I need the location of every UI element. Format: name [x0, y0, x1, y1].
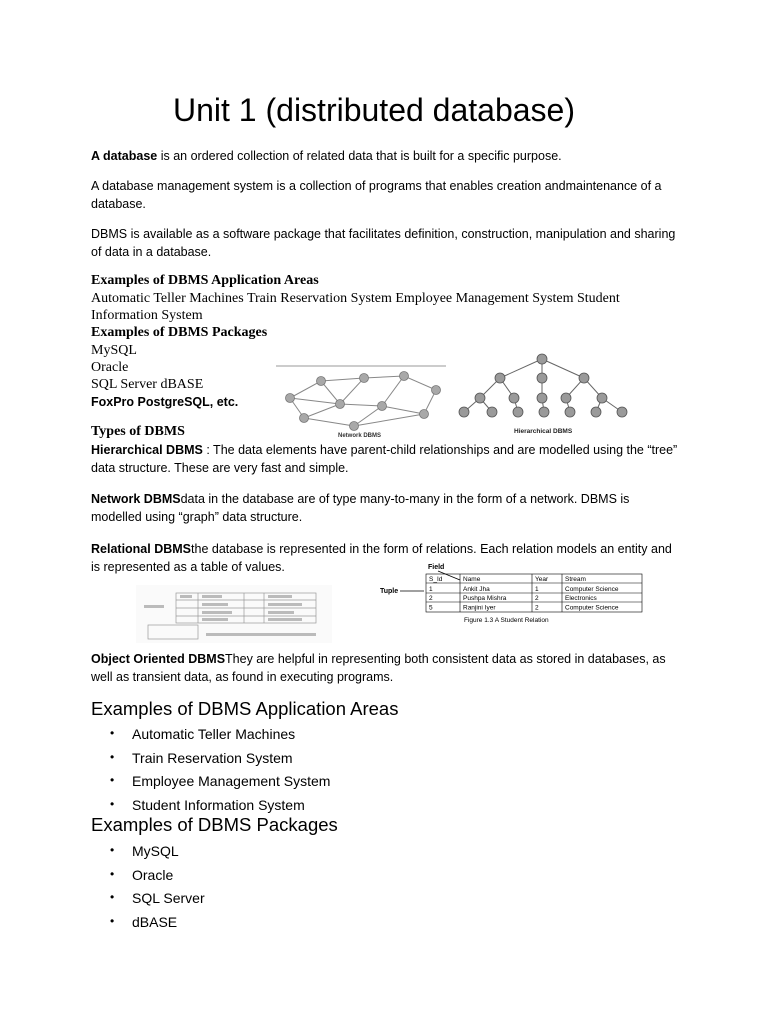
relation-cell: Electronics — [565, 595, 597, 602]
list-item: • Oracle — [110, 867, 205, 891]
list-item: • MySQL — [110, 843, 205, 867]
relation-cell: Pushpa Mishra — [463, 595, 507, 602]
application-areas-text: Automatic Teller Machines Train Reservation System Employee Management System Student Information System — [91, 291, 620, 323]
term-database: A database — [91, 149, 158, 163]
package-item-2: Oracle — [91, 360, 129, 375]
relation-cell: 1 — [429, 586, 433, 593]
paragraph-hierarchical-dbms — [91, 441, 681, 477]
relation-cell: Computer Science — [565, 586, 619, 593]
list-item: • Automatic Teller Machines — [110, 726, 330, 750]
package-item-4: FoxPro PostgreSQL, etc. — [91, 395, 239, 409]
relation-cell: 5 — [429, 604, 433, 612]
package-item-3: SQL Server dBASE — [91, 377, 204, 392]
list-item: • Train Reservation System — [110, 750, 330, 774]
dbms-packages-list — [110, 843, 205, 937]
paragraph-dbms-definition: A database management system is a collection of programs that enables creation andmaintenance of a database. — [91, 179, 662, 211]
database-definition-text: is an ordered collection of related data that is built for a specific purpose. — [157, 149, 562, 163]
relation-cell: 1 — [535, 586, 539, 593]
hierarchical-dbms-diagram — [452, 350, 632, 438]
term-hierarchical-dbms: Hierarchical DBMS — [91, 443, 203, 457]
relational-dbms-text: the database is represented in the form of relations. Each relation models an entity and is represented as a table of values. — [91, 542, 672, 574]
relation-header-sid: S_Id — [429, 576, 443, 583]
relation-header-stream: Stream — [565, 576, 586, 583]
package-item-1: MySQL — [91, 343, 137, 358]
relation-cell: Ankit Jha — [463, 586, 490, 593]
page-title: Unit 1 (distributed database) — [173, 92, 575, 128]
heading-dbms-packages-2: Examples of DBMS Packages — [91, 814, 338, 835]
heading-types-of-dbms: Types of DBMS — [91, 424, 185, 439]
heading-dbms-packages: Examples of DBMS Packages — [91, 325, 268, 340]
relation-cell: 2 — [535, 604, 539, 612]
term-network-dbms: Network DBMS — [91, 492, 181, 506]
list-item: • Employee Management System — [110, 773, 330, 797]
paragraph-object-oriented-dbms — [91, 650, 681, 686]
paragraph-dbms-software: DBMS is available as a software package that facilitates definition, construction, manipulation and sharing of data in a database. — [91, 227, 676, 259]
network-dbms-text: data in the database are of type many-to-many in the form of a network. DBMS is modelled using “graph” data structure. — [91, 492, 630, 524]
relation-cell: 2 — [535, 595, 539, 602]
term-object-oriented-dbms: Object Oriented DBMS — [91, 652, 226, 666]
application-areas-list — [110, 726, 330, 820]
network-dbms-caption: Network DBMS — [338, 433, 382, 439]
heading-application-areas: Examples of DBMS Application Areas — [91, 273, 319, 288]
paragraph-database-definition — [91, 147, 681, 165]
network-dbms-diagram — [276, 356, 446, 440]
list-item: • dBASE — [110, 914, 205, 938]
relation-cell: Ranjini Iyer — [463, 604, 496, 612]
relation-thumbnail-figure — [136, 585, 332, 643]
relation-header-name: Name — [463, 576, 481, 583]
hierarchical-dbms-text: : The data elements have parent-child relationships and are modelled using the “tree” data structure. These are very fast and simple. — [91, 443, 678, 475]
relation-header-year: Year — [535, 576, 549, 583]
paragraph-network-dbms — [91, 490, 681, 526]
relation-figure-caption: Figure 1.3 A Student Relation — [464, 617, 549, 624]
tuple-label: Tuple — [380, 588, 399, 595]
heading-application-areas-2: Examples of DBMS Application Areas — [91, 698, 399, 719]
relation-cell: 2 — [429, 595, 433, 602]
student-relation-figure — [376, 560, 648, 626]
relation-cell: Computer Science — [565, 604, 619, 612]
field-label: Field — [428, 564, 445, 571]
term-relational-dbms: Relational DBMS — [91, 542, 192, 556]
list-item: • SQL Server — [110, 890, 205, 914]
list-item: • Student Information System — [110, 797, 330, 821]
hierarchical-dbms-caption: Hierarchical DBMS — [514, 428, 573, 435]
object-oriented-dbms-text: They are helpful in representing both consistent data as stored in databases, as well as transient data, as found in executing programs. — [91, 652, 666, 684]
